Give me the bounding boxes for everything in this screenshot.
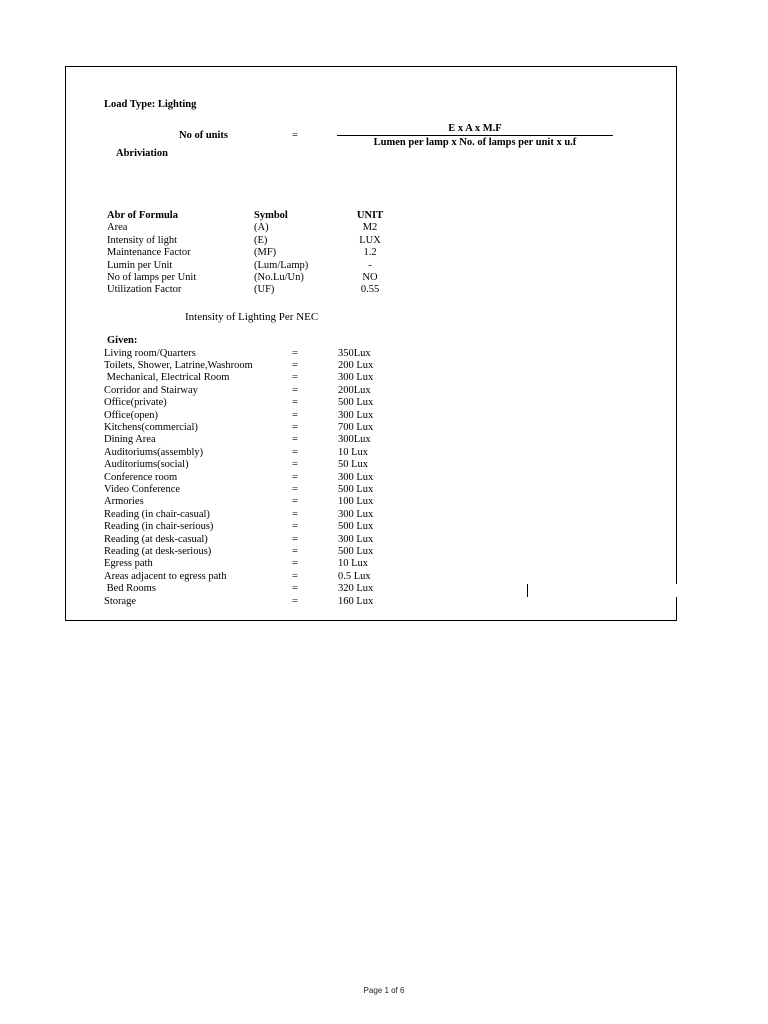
given-row bbox=[0, 546, 768, 558]
given-room-name: Armories bbox=[104, 496, 144, 508]
page-footer: Page 1 of 6 bbox=[363, 986, 405, 995]
given-lux-value: 160 Lux bbox=[338, 595, 374, 607]
given-lux-value: 300 Lux bbox=[338, 508, 374, 520]
given-room-name: Toilets, Shower, Latrine,Washroom bbox=[104, 359, 253, 371]
given-room-name: Living room/Quarters bbox=[104, 347, 196, 359]
abriviation-label: Abriviation bbox=[116, 148, 168, 159]
given-room-name: Bed Rooms bbox=[104, 583, 156, 595]
given-equals: = bbox=[292, 409, 298, 421]
fraction-line bbox=[337, 135, 613, 136]
given-room-name: Conference room bbox=[104, 471, 178, 483]
given-lux-value: 10 Lux bbox=[338, 446, 369, 458]
given-lux-value: 500 Lux bbox=[338, 545, 374, 557]
given-equals: = bbox=[292, 496, 298, 508]
given-room-name: Auditoriums(social) bbox=[104, 459, 189, 471]
given-row bbox=[0, 372, 768, 384]
abr-header-symbol: Symbol bbox=[254, 210, 288, 221]
given-row bbox=[0, 385, 768, 397]
abr-symbol: (No.Lu/Un) bbox=[254, 272, 304, 283]
formula-lhs: No of units bbox=[179, 130, 229, 141]
abr-unit: NO bbox=[362, 272, 378, 283]
given-room-name: Reading (at desk-casual) bbox=[104, 533, 208, 545]
abr-unit: 1.2 bbox=[363, 247, 377, 259]
given-row bbox=[0, 558, 768, 570]
given-equals: = bbox=[292, 521, 298, 533]
given-row bbox=[0, 509, 768, 521]
given-row bbox=[0, 447, 768, 459]
given-lux-value: 300Lux bbox=[338, 434, 371, 446]
given-room-name: Video Conference bbox=[104, 483, 181, 495]
abr-formula-name: Lumin per Unit bbox=[107, 259, 173, 271]
given-room-name: Kitchens(commercial) bbox=[104, 421, 198, 433]
given-equals: = bbox=[292, 434, 298, 446]
given-lux-value: 700 Lux bbox=[338, 421, 374, 433]
abr-table-row bbox=[0, 235, 768, 247]
abr-table-row bbox=[0, 272, 768, 284]
given-row bbox=[0, 360, 768, 372]
given-equals: = bbox=[292, 558, 298, 570]
given-label: Given: bbox=[107, 335, 138, 346]
given-row bbox=[0, 434, 768, 446]
abr-formula-name: Area bbox=[107, 222, 128, 234]
given-lux-value: 300 Lux bbox=[338, 471, 374, 483]
given-room-name: Reading (in chair-casual) bbox=[104, 508, 210, 520]
given-room-name: Auditoriums(assembly) bbox=[104, 446, 204, 458]
given-lux-value: 300 Lux bbox=[338, 409, 374, 421]
given-equals: = bbox=[292, 533, 298, 545]
abr-table-row bbox=[0, 260, 768, 272]
given-room-name: Corridor and Stairway bbox=[104, 384, 198, 396]
text-cursor bbox=[527, 584, 528, 597]
given-row bbox=[0, 521, 768, 533]
abr-unit: - bbox=[368, 259, 372, 271]
abr-formula-name: Intensity of light bbox=[107, 234, 177, 246]
given-equals: = bbox=[292, 570, 298, 582]
abr-formula-name: No of lamps per Unit bbox=[107, 272, 197, 283]
given-row bbox=[0, 410, 768, 422]
given-row bbox=[0, 472, 768, 484]
given-room-name: Office(open) bbox=[104, 409, 159, 421]
given-lux-value: 350Lux bbox=[338, 347, 371, 359]
abr-formula-name: Utilization Factor bbox=[107, 284, 182, 296]
given-room-name: Reading (in chair-serious) bbox=[104, 521, 214, 533]
given-row bbox=[0, 534, 768, 546]
formula-equals: = bbox=[292, 130, 298, 141]
given-row bbox=[0, 596, 768, 608]
given-room-name: Office(private) bbox=[104, 397, 167, 409]
given-equals: = bbox=[292, 595, 298, 607]
abr-unit: LUX bbox=[359, 234, 381, 246]
given-row bbox=[0, 484, 768, 496]
given-row bbox=[0, 422, 768, 434]
given-row bbox=[0, 348, 768, 360]
given-row bbox=[0, 571, 768, 583]
abr-symbol: (A) bbox=[254, 222, 269, 234]
given-row bbox=[0, 459, 768, 471]
given-row bbox=[0, 397, 768, 409]
given-lux-value: 0.5 Lux bbox=[338, 570, 371, 582]
given-room-name: Storage bbox=[104, 595, 137, 607]
given-lux-value: 100 Lux bbox=[338, 496, 374, 508]
given-equals: = bbox=[292, 483, 298, 495]
given-lux-value: 200Lux bbox=[338, 384, 371, 396]
abr-unit: M2 bbox=[362, 222, 378, 234]
given-equals: = bbox=[292, 347, 298, 359]
given-equals: = bbox=[292, 508, 298, 520]
given-equals: = bbox=[292, 359, 298, 371]
abr-symbol: (UF) bbox=[254, 284, 275, 296]
given-equals: = bbox=[292, 471, 298, 483]
formula-numerator: E x A x M.F bbox=[448, 123, 502, 134]
given-equals: = bbox=[292, 459, 298, 471]
given-lux-value: 300 Lux bbox=[338, 372, 374, 384]
load-type-title: Load Type: Lighting bbox=[104, 99, 197, 110]
given-equals: = bbox=[292, 446, 298, 458]
given-room-name: Areas adjacent to egress path bbox=[104, 570, 227, 582]
given-room-name: Egress path bbox=[104, 558, 153, 570]
given-equals: = bbox=[292, 372, 298, 384]
abr-table-header bbox=[0, 210, 768, 222]
border-gap bbox=[676, 584, 680, 597]
abr-table-row bbox=[0, 284, 768, 296]
given-lux-value: 50 Lux bbox=[338, 459, 369, 471]
given-row bbox=[0, 496, 768, 508]
given-lux-value: 200 Lux bbox=[338, 359, 374, 371]
given-room-name: Reading (at desk-serious) bbox=[104, 545, 212, 557]
formula-denominator: Lumen per lamp x No. of lamps per unit x u.f bbox=[373, 137, 577, 148]
abr-unit: 0.55 bbox=[360, 284, 380, 296]
abr-symbol: (Lum/Lamp) bbox=[254, 259, 309, 271]
given-lux-value: 300 Lux bbox=[338, 533, 374, 545]
abr-formula-name: Maintenance Factor bbox=[107, 247, 191, 259]
abr-header-formula: Abr of Formula bbox=[107, 210, 178, 221]
given-lux-value: 500 Lux bbox=[338, 397, 374, 409]
given-lux-value: 500 Lux bbox=[338, 521, 374, 533]
given-equals: = bbox=[292, 397, 298, 409]
given-lux-value: 320 Lux bbox=[338, 583, 374, 595]
given-equals: = bbox=[292, 384, 298, 396]
given-room-name: Dining Area bbox=[104, 434, 156, 446]
given-equals: = bbox=[292, 545, 298, 557]
abr-header-unit: UNIT bbox=[356, 210, 384, 221]
given-equals: = bbox=[292, 583, 298, 595]
given-lux-value: 10 Lux bbox=[338, 558, 369, 570]
given-lux-value: 500 Lux bbox=[338, 483, 374, 495]
abr-table-row bbox=[0, 222, 768, 234]
intensity-title: Intensity of Lighting Per NEC bbox=[185, 311, 319, 323]
abr-symbol: (MF) bbox=[254, 247, 277, 259]
abr-symbol: (E) bbox=[254, 234, 268, 246]
abr-table-row bbox=[0, 247, 768, 259]
given-row bbox=[0, 583, 768, 595]
given-equals: = bbox=[292, 421, 298, 433]
given-room-name: Mechanical, Electrical Room bbox=[104, 372, 230, 384]
